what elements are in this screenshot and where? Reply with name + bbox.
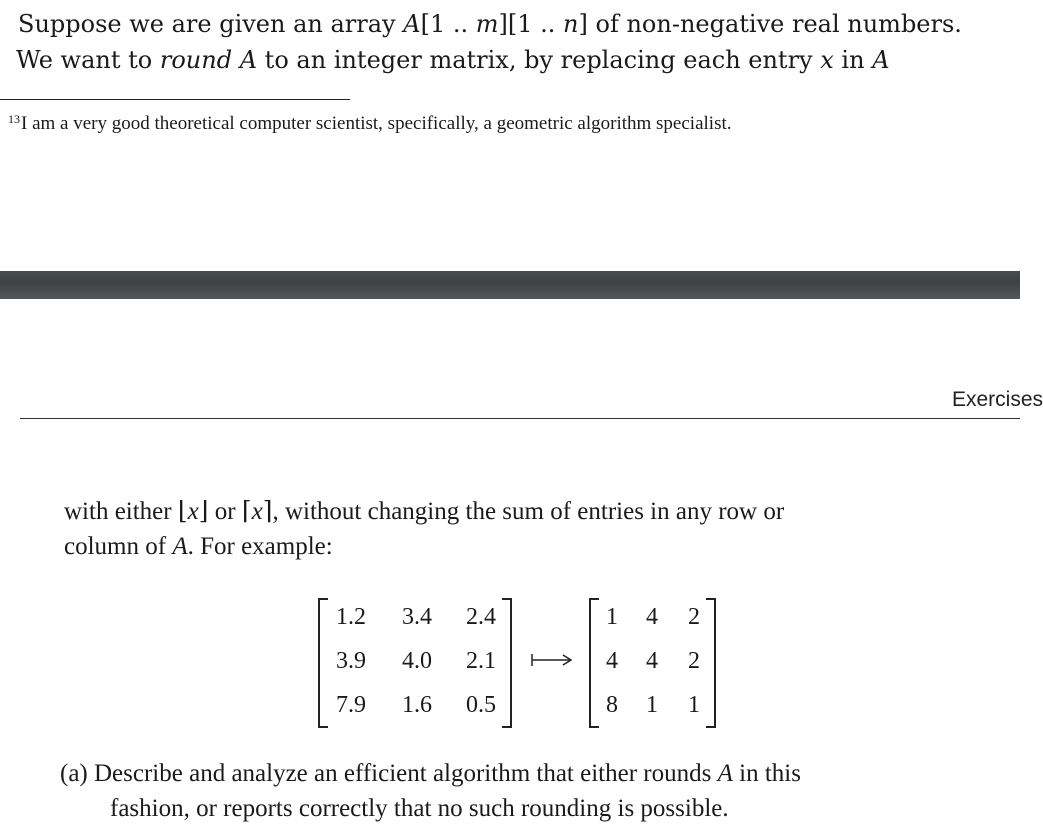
text-run <box>232 46 240 74</box>
running-header: Exercises <box>952 388 1043 411</box>
matrix-cell: 4 <box>646 604 658 630</box>
matrix-cell: 3.4 <box>402 604 432 630</box>
matrix-output <box>589 598 716 728</box>
ceil-left: ⌈ <box>241 498 252 525</box>
header-rule <box>20 418 1020 419</box>
text-run: Suppose we are given an array <box>18 10 404 38</box>
matrix-cell: 8 <box>606 692 618 718</box>
footnote-text: I am a very good theoretical computer scientist, specifically, a geometric algorithm specialist. <box>21 113 732 134</box>
matrix-cell: 2.1 <box>466 648 496 674</box>
matrix-cell: 1 <box>646 692 658 718</box>
matrix-input <box>318 598 512 728</box>
matrix-cell: 7.9 <box>336 692 366 718</box>
text-run: to an integer matrix, by replacing each entry <box>257 46 821 74</box>
part-label: (a) <box>60 760 88 787</box>
matrix-cell: 0.5 <box>466 692 496 718</box>
problem-intro-line-1 <box>18 10 962 38</box>
math-x: x <box>187 498 199 525</box>
text-run: Describe and analyze an efficient algorithm that either rounds <box>87 760 718 787</box>
math-x: x <box>820 46 834 74</box>
maps-to-arrow-icon <box>530 650 574 670</box>
problem-intro-line-2 <box>16 46 890 74</box>
matrix-cell: 1 <box>688 692 700 718</box>
math-x: x <box>251 498 263 525</box>
problem-body-line-2 <box>64 533 333 561</box>
footnote-mark: 13 <box>8 112 20 126</box>
matrix-cell: 4 <box>606 648 618 674</box>
part-a-line-1 <box>60 760 801 788</box>
text-run: or <box>208 498 242 525</box>
emphasis-round: round <box>159 46 233 74</box>
matrix-cell: 1 <box>606 604 618 630</box>
math-run: ][1 <box>498 10 533 38</box>
matrix-cell: 2 <box>688 648 700 674</box>
text-run: . For example: <box>187 533 333 560</box>
math-A: A <box>403 10 421 38</box>
text-run: We want to <box>16 46 160 74</box>
bracket-left <box>318 598 328 728</box>
math-run: .. <box>532 10 564 38</box>
math-A: A <box>872 46 890 74</box>
part-a-line-2: fashion, or reports correctly that no such rounding is possible. <box>110 795 729 822</box>
math-A: A <box>239 46 258 74</box>
math-A: A <box>172 533 188 560</box>
matrix-cell: 4 <box>646 648 658 674</box>
floor-right: ⌋ <box>198 498 209 525</box>
text-run: column of <box>64 533 173 560</box>
math-run: .. <box>445 10 476 38</box>
floor-left: ⌊ <box>177 498 188 525</box>
text-run: in <box>833 46 873 74</box>
math-n: n <box>563 10 579 38</box>
ceil-right: ⌉ <box>262 498 273 525</box>
matrix-cell: 4.0 <box>402 648 432 674</box>
footnote-rule <box>0 99 350 100</box>
matrix-cell: 1.2 <box>336 604 366 630</box>
math-run: [1 <box>420 10 446 38</box>
text-run: in this <box>732 760 801 787</box>
matrix-cell: 2 <box>688 604 700 630</box>
footnote <box>8 112 732 135</box>
math-run: ] <box>578 10 588 38</box>
matrix-cell: 2.4 <box>466 604 496 630</box>
text-run: , without changing the sum of entries in any row or <box>272 498 785 525</box>
page-gap-bar <box>0 271 1020 299</box>
text-run: of non-negative real numbers. <box>587 10 962 38</box>
problem-body-line-1 <box>64 496 784 526</box>
matrix-cell: 1.6 <box>402 692 432 718</box>
matrix-cell: 3.9 <box>336 648 366 674</box>
math-A: A <box>717 760 733 787</box>
text-run: with either <box>64 498 178 525</box>
math-m: m <box>475 10 499 38</box>
